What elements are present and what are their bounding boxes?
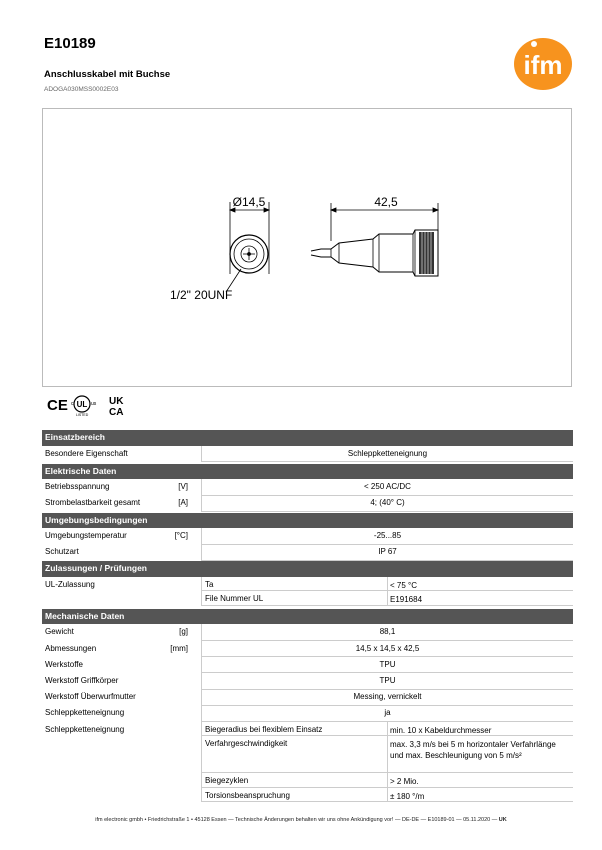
product-title: E10189 [44,35,96,52]
sub-key: File Nummer UL [201,591,387,606]
dimension-drawing [42,108,572,387]
row-label: Strombelastbarkeit gesamt [45,498,141,508]
table-row [42,657,573,673]
svg-text:UL: UL [76,400,88,409]
table-row [42,773,573,788]
section-header: Einsatzbereich [42,430,573,446]
sub-value: < 75 °C [387,577,573,592]
certification-marks [47,393,137,417]
table-row [42,705,573,721]
row-unit: [A] [178,498,188,508]
sub-key: Ta [201,577,387,592]
spec-table [42,430,573,802]
svg-text:c: c [71,401,74,407]
row-label: Schleppketteneignung [45,708,125,718]
row-value: TPU [201,657,573,674]
table-row [42,788,573,803]
ukca-mark: UK [109,396,124,407]
svg-text:ifm: ifm [523,50,563,80]
table-row [42,641,573,657]
sub-key: Verfahrgeschwindigkeit [201,736,387,773]
row-label: Schleppketteneignung [45,724,125,734]
section-header: Zulassungen / Prüfungen [42,561,573,577]
footer-text: ifm electronic gmbh • Friedrichstraße 1 • 45128 Essen — Technische Änderungen behalten wir uns ohne Ankündigung vor! — DE-DE — E10189-01 — 05.11.2020 — [95,817,498,823]
row-unit: [mm] [170,643,188,653]
table-row [42,544,573,560]
ifm-logo [513,36,573,90]
sub-value: min. 10 x Kabeldurchmesser [387,722,573,737]
diameter-label: Ø14,5 [232,195,266,209]
page-footer [0,817,602,823]
row-label: Besondere Eigenschaft [45,448,128,458]
row-value: Messing, vernickelt [201,689,573,706]
row-label: Umgebungstemperatur [45,531,127,541]
table-row [42,528,573,544]
row-value: IP 67 [201,544,573,561]
row-label: Schutzart [45,547,79,557]
svg-text:CA: CA [109,407,124,417]
drag-chain-group [42,722,573,803]
row-unit: [°C] [174,531,188,541]
sub-value: ± 180 °/m [387,788,573,803]
section-header: Mechanische Daten [42,609,573,625]
table-row [42,624,573,640]
ul-approval-group [42,577,573,606]
row-value: 4; (40° C) [201,495,573,512]
row-value: 88,1 [201,624,573,641]
table-row [42,577,573,592]
table-row [42,736,573,773]
table-row [42,722,573,737]
row-label: Gewicht [45,627,74,637]
product-subtitle: Anschlusskabel mit Buchse [44,69,171,80]
sub-value: E191684 [387,591,573,606]
row-unit: [V] [178,482,188,492]
table-row [42,446,573,462]
row-value: Schleppketteneignung [201,446,573,463]
table-row [42,591,573,606]
product-code: ADOGA030MSS0002E03 [44,86,119,93]
svg-text:LISTED: LISTED [76,413,89,417]
row-value: ja [201,705,573,722]
row-value: 14,5 x 14,5 x 42,5 [201,641,573,658]
row-label: Werkstoff Griffkörper [45,676,119,685]
svg-text:us: us [91,401,97,407]
row-label: UL-Zulassung [45,579,95,589]
row-value: < 250 AC/DC [201,479,573,496]
section-header: Umgebungsbedingungen [42,513,573,529]
table-row [42,495,573,511]
row-unit: [g] [179,627,188,637]
row-label: Werkstoff Überwurfmutter [45,692,136,702]
section-header: Elektrische Daten [42,464,573,480]
uk-mark-icon: UK [498,817,507,823]
thread-label: 1/2" 20UNF [170,288,233,302]
ce-mark: CE [47,397,68,414]
sub-key: Biegezyklen [201,773,387,788]
row-label: Werkstoffe [45,659,83,669]
sub-key: Biegeradius bei flexiblem Einsatz [201,722,387,737]
table-row [42,689,573,705]
row-value: TPU [201,673,573,690]
table-row [42,479,573,495]
table-row [42,673,573,689]
sub-value: > 2 Mio. [387,773,573,788]
row-value: -25...85 [201,528,573,545]
row-label: Abmessungen [45,643,97,653]
sub-value: max. 3,3 m/s bei 5 m horizontaler Verfahrlänge und max. Beschleunigung von 5 m/s² [387,736,573,773]
length-label: 42,5 [374,195,398,209]
row-label: Betriebsspannung [45,482,110,492]
sub-key: Torsionsbeanspruchung [201,788,387,803]
